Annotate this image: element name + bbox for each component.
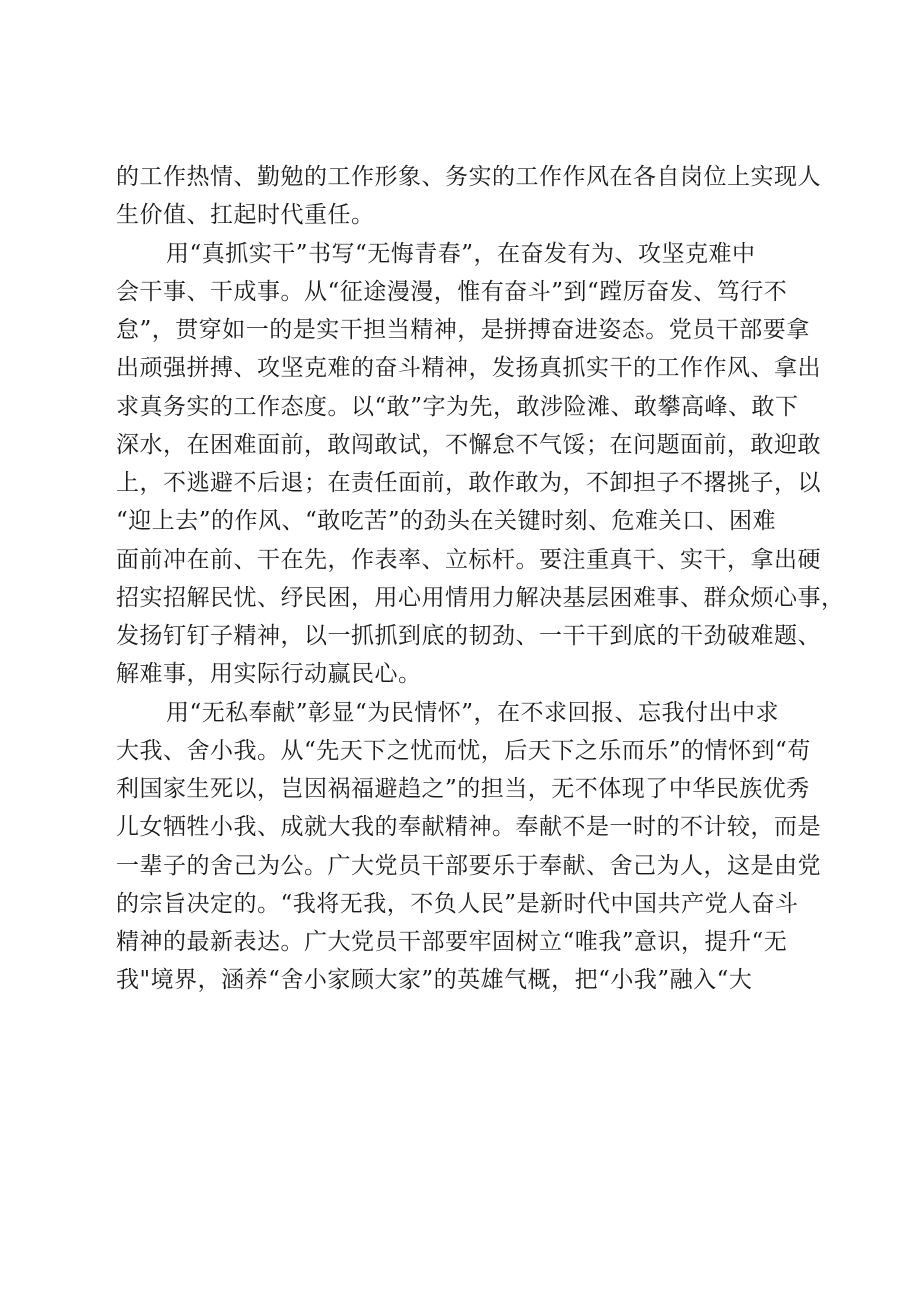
text-line: 怠”，贯穿如一的是实干担当精神，是拼搏奋进姿态。党员干部要拿 (116, 317, 810, 343)
text-line: 我"境界，涵养“舍小家顾大家”的英雄气概，把“小我”融入“大 (116, 967, 753, 994)
paragraph-first-line: 用“真抓实干”书写“无悔青春”，在奋发有为、攻坚克难中 (166, 240, 756, 267)
text-line: 生价值、扛起时代重任。 (116, 202, 375, 229)
text-line: 解难事，用实际行动赢民心。 (116, 661, 422, 688)
text-line: 精神的最新表达。广大党员干部要牢固树立“唯我”意识，提升“无 (116, 929, 788, 955)
paragraph-first-line: 用“无私奉献”彰显“为民情怀”，在不求回报、忘我付出中求 (166, 699, 780, 726)
text-line: 会干事、干成事。从“征途漫漫，惟有奋斗”到“蹚厉奋发、笃行不 (116, 278, 788, 305)
text-line: 上，不逃避不后退；在责任面前，敢作敢为，不卸担子不撂挑子，以 (116, 470, 821, 496)
text-line: “迎上去”的作风、“敢吃苦”的劲头在关键时刻、危难关口、困难 (116, 508, 777, 535)
text-line: 发扬钉钉子精神，以一抓抓到底的韧劲、一干干到底的干劲破难题、 (116, 623, 821, 649)
text-line: 面前冲在前、干在先，作表率、立标杆。要注重真干、实干，拿出硬 (116, 546, 821, 573)
text-line: 利国家生死以，岂因祸福避趋之”的担当，无不体现了中华民族优秀 (116, 776, 810, 802)
text-line: 儿女牺牲小我、成就大我的奉献精神。奉献不是一时的不计较，而是 (116, 814, 821, 841)
text-line: 招实招解民忧、纾民困，用心用情用力解决基层困难事、群众烦心事， (116, 584, 845, 611)
text-line: 一辈子的舍己为公。广大党员干部要乐于奉献、舍己为人，这是由党 (116, 852, 821, 879)
text-line: 的工作热情、勤勉的工作形象、务实的工作作风在各自岗位上实现人 (116, 164, 821, 190)
body-text (116, 158, 845, 1000)
text-line: 的宗旨决定的。“我将无我，不负人民”是新时代中国共产党人奋斗 (116, 890, 799, 917)
text-line: 深水，在困难面前，敢闯敢试，不懈怠不气馁；在问题面前，敢迎敢 (116, 431, 821, 458)
text-line: 大我、舍小我。从“先天下之忧而忧，后天下之乐而乐”的情怀到“苟 (116, 737, 811, 764)
text-line: 出顽强拼搏、攻坚克难的奋斗精神，发扬真抓实干的工作作风、拿出 (116, 355, 821, 382)
text-line: 求真务实的工作态度。以“敢”字为先，敢涉险滩、敢攀高峰、敢下 (116, 393, 799, 420)
